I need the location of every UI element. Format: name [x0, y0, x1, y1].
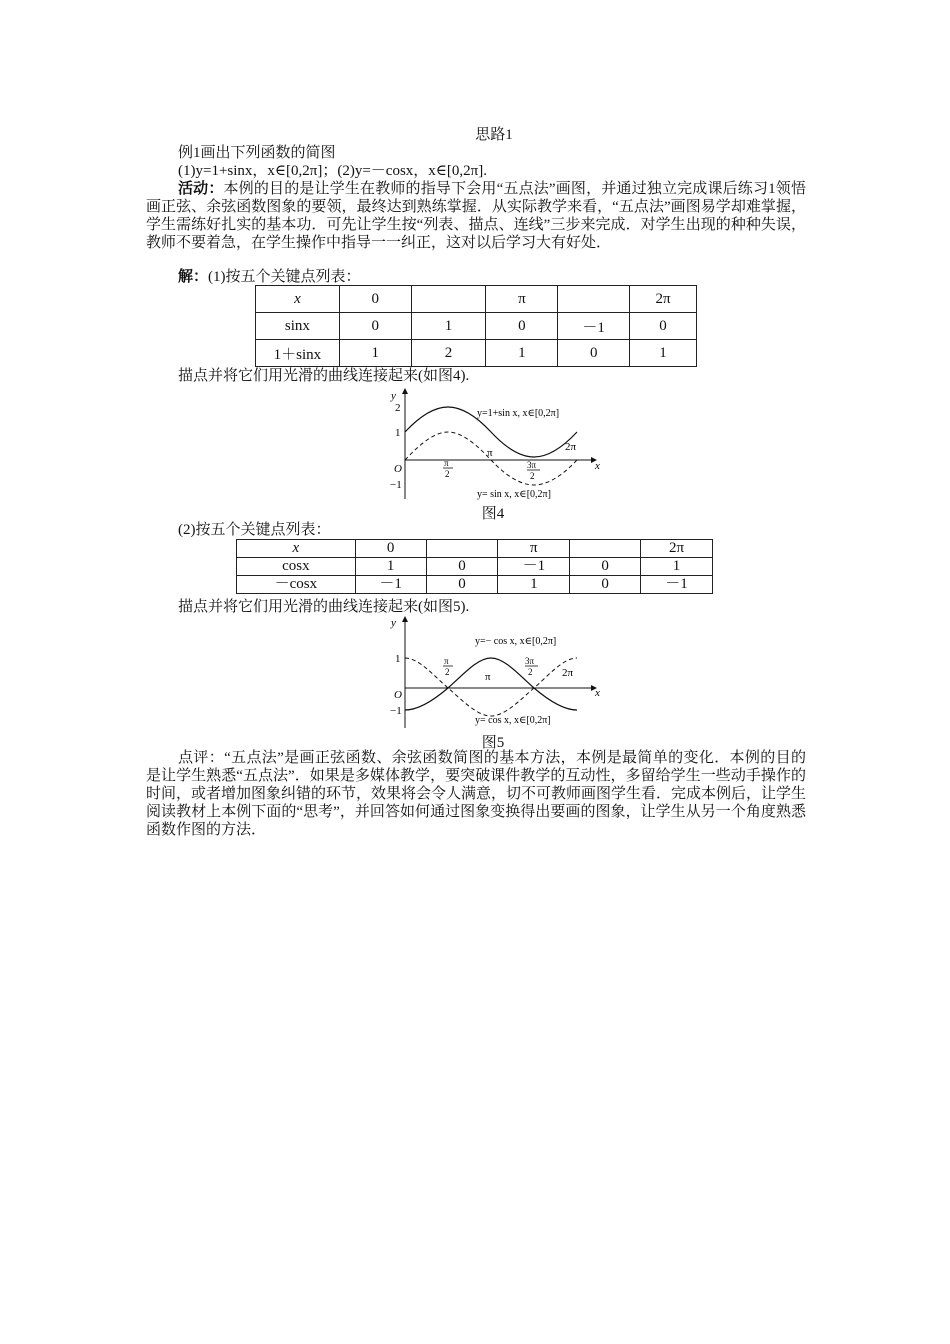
figure-5-caption: 图5 [481, 735, 505, 751]
table-cell: 0 [570, 576, 641, 594]
table-cell: 2 [411, 340, 486, 367]
solution-label: 解： [178, 269, 209, 285]
y-tick-1: 1 [395, 653, 401, 665]
solution-text: (1)按五个关键点列表： [208, 269, 361, 285]
table-cell: 0 [486, 313, 558, 340]
x-tick-pi-half-num: π [444, 656, 449, 666]
three-pi-half-header-cell [570, 540, 641, 558]
table-cell: －1 [355, 576, 426, 594]
y-axis-arrow [402, 616, 408, 622]
table-cell: －cosx [237, 576, 356, 594]
curve-label-top: y=1+sin x, x∈[0,2π] [477, 408, 560, 419]
table-cell: cosx [237, 558, 356, 576]
curve-label-top: y=− cos x, x∈[0,2π] [475, 636, 557, 647]
table-cell: 2π [630, 286, 697, 313]
x-tick-pi-half-den: 2 [445, 469, 450, 479]
three-pi-half-header-cell [558, 286, 630, 313]
table-cell: 0 [630, 313, 697, 340]
x-tick-two-pi: 2π [562, 667, 574, 679]
key-points-table-2 [236, 539, 713, 594]
x-tick-three-pi-half-den: 2 [530, 471, 535, 481]
table-cell: －1 [498, 558, 570, 576]
y-axis-label: y [391, 617, 396, 629]
table-cell: 0 [339, 286, 411, 313]
table-cell: 1 [339, 340, 411, 367]
activity-paragraph [146, 180, 806, 252]
y-axis-arrow [402, 388, 408, 394]
connect-text-2: 描点并将它们用光滑的曲线连接起来(如图5). [178, 599, 470, 615]
table-cell: －1 [558, 313, 630, 340]
part2-text: (2)按五个关键点列表： [178, 522, 331, 538]
x-tick-three-pi-half-den: 2 [528, 667, 533, 677]
origin-label: O [394, 463, 402, 475]
table-cell: π [498, 540, 570, 558]
table-cell: 1＋sinx [256, 340, 340, 367]
x-tick-three-pi-half-num: 3π [525, 656, 535, 666]
table-cell: x [237, 540, 356, 558]
table-cell: 0 [558, 340, 630, 367]
table-row [237, 576, 713, 594]
figure-4-graph [385, 384, 615, 502]
table-row [237, 558, 713, 576]
key-points-table-1 [255, 285, 697, 367]
pi-half-header-cell [426, 540, 498, 558]
table-cell: 1 [486, 340, 558, 367]
curve-neg-cos-dashed [405, 658, 577, 716]
x-tick-pi: π [485, 671, 491, 683]
table-cell: x [256, 286, 340, 313]
y-tick-1: 1 [395, 427, 401, 439]
activity-label: 活动： [178, 181, 224, 197]
figure-4-caption: 图4 [481, 506, 505, 522]
example-parts: (1)y=1+sinx，x∈[0,2π]；(2)y=－cosx，x∈[0,2π]. [178, 163, 487, 179]
curve-label-bottom: y= sin x, x∈[0,2π] [477, 489, 551, 500]
curve-cos [405, 658, 577, 710]
table-cell: π [486, 286, 558, 313]
origin-label: O [394, 689, 402, 701]
table-cell: 1 [411, 313, 486, 340]
example-title: 例1画出下列函数的简图 [178, 145, 336, 161]
x-tick-pi: π [487, 447, 493, 459]
table-cell: 0 [339, 313, 411, 340]
table-cell: －1 [641, 576, 713, 594]
table-row [256, 340, 697, 367]
x-axis-label: x [595, 460, 600, 472]
y-axis-label: y [391, 390, 396, 402]
table-cell: 0 [355, 540, 426, 558]
table-cell: 0 [426, 558, 498, 576]
y-tick-neg1: −1 [390, 479, 402, 491]
y-tick-neg1: −1 [390, 705, 402, 717]
table-row [256, 286, 697, 313]
pi-half-header-cell [411, 286, 486, 313]
x-axis-label: x [595, 687, 600, 699]
table-cell: 1 [641, 558, 713, 576]
table-row [256, 313, 697, 340]
x-tick-pi-half-num: π [444, 458, 449, 468]
connect-text-1: 描点并将它们用光滑的曲线连接起来(如图4). [178, 368, 470, 384]
table-cell: sinx [256, 313, 340, 340]
comment-paragraph: 点评：“五点法”是画正弦函数、余弦函数简图的基本方法，本例是最简单的变化．本例的目的是让学生熟悉“五点法”．如果是多媒体教学，要突破课件教学的互动性，多留给学生一些动手操作的时间，或者增加图象纠错的环节，效果将会令人满意，切不可教师画图学生看．完成本例后，让学生阅读教材上本例下面的“思考”，并回答如何通过图象变换得出要画的图象，让学生从另一个角度熟悉函数作图的方法． [146, 750, 807, 838]
activity-text: 本例的目的是让学生在教师的指导下会用“五点法”画图，并通过独立完成课后练习1领悟画正弦、余弦函数图象的要领，最终达到熟练掌握．从实际教学来看，“五点法”画图易学却难掌握，学生需练好扎实的基本功．可先让学生按“列表、描点、连线”三步来完成．对学生出现的种种失误，教师不要着急，在学生操作中指导一一纠正，这对以后学习大有好处． [146, 181, 806, 251]
table-cell: 0 [426, 576, 498, 594]
table-cell: 1 [630, 340, 697, 367]
curve-label-bottom: y= cos x, x∈[0,2π] [475, 715, 551, 726]
table-cell: 1 [498, 576, 570, 594]
solution-line [178, 268, 361, 286]
table-row [237, 540, 713, 558]
x-tick-pi-half-den: 2 [445, 667, 450, 677]
table-cell: 0 [570, 558, 641, 576]
y-tick-2: 2 [395, 402, 401, 414]
x-tick-two-pi: 2π [565, 441, 577, 453]
table-cell: 1 [355, 558, 426, 576]
table-cell: 2π [641, 540, 713, 558]
section-heading: 思路1 [475, 127, 513, 143]
x-tick-three-pi-half-num: 3π [527, 460, 537, 470]
figure-5-graph [385, 614, 615, 732]
